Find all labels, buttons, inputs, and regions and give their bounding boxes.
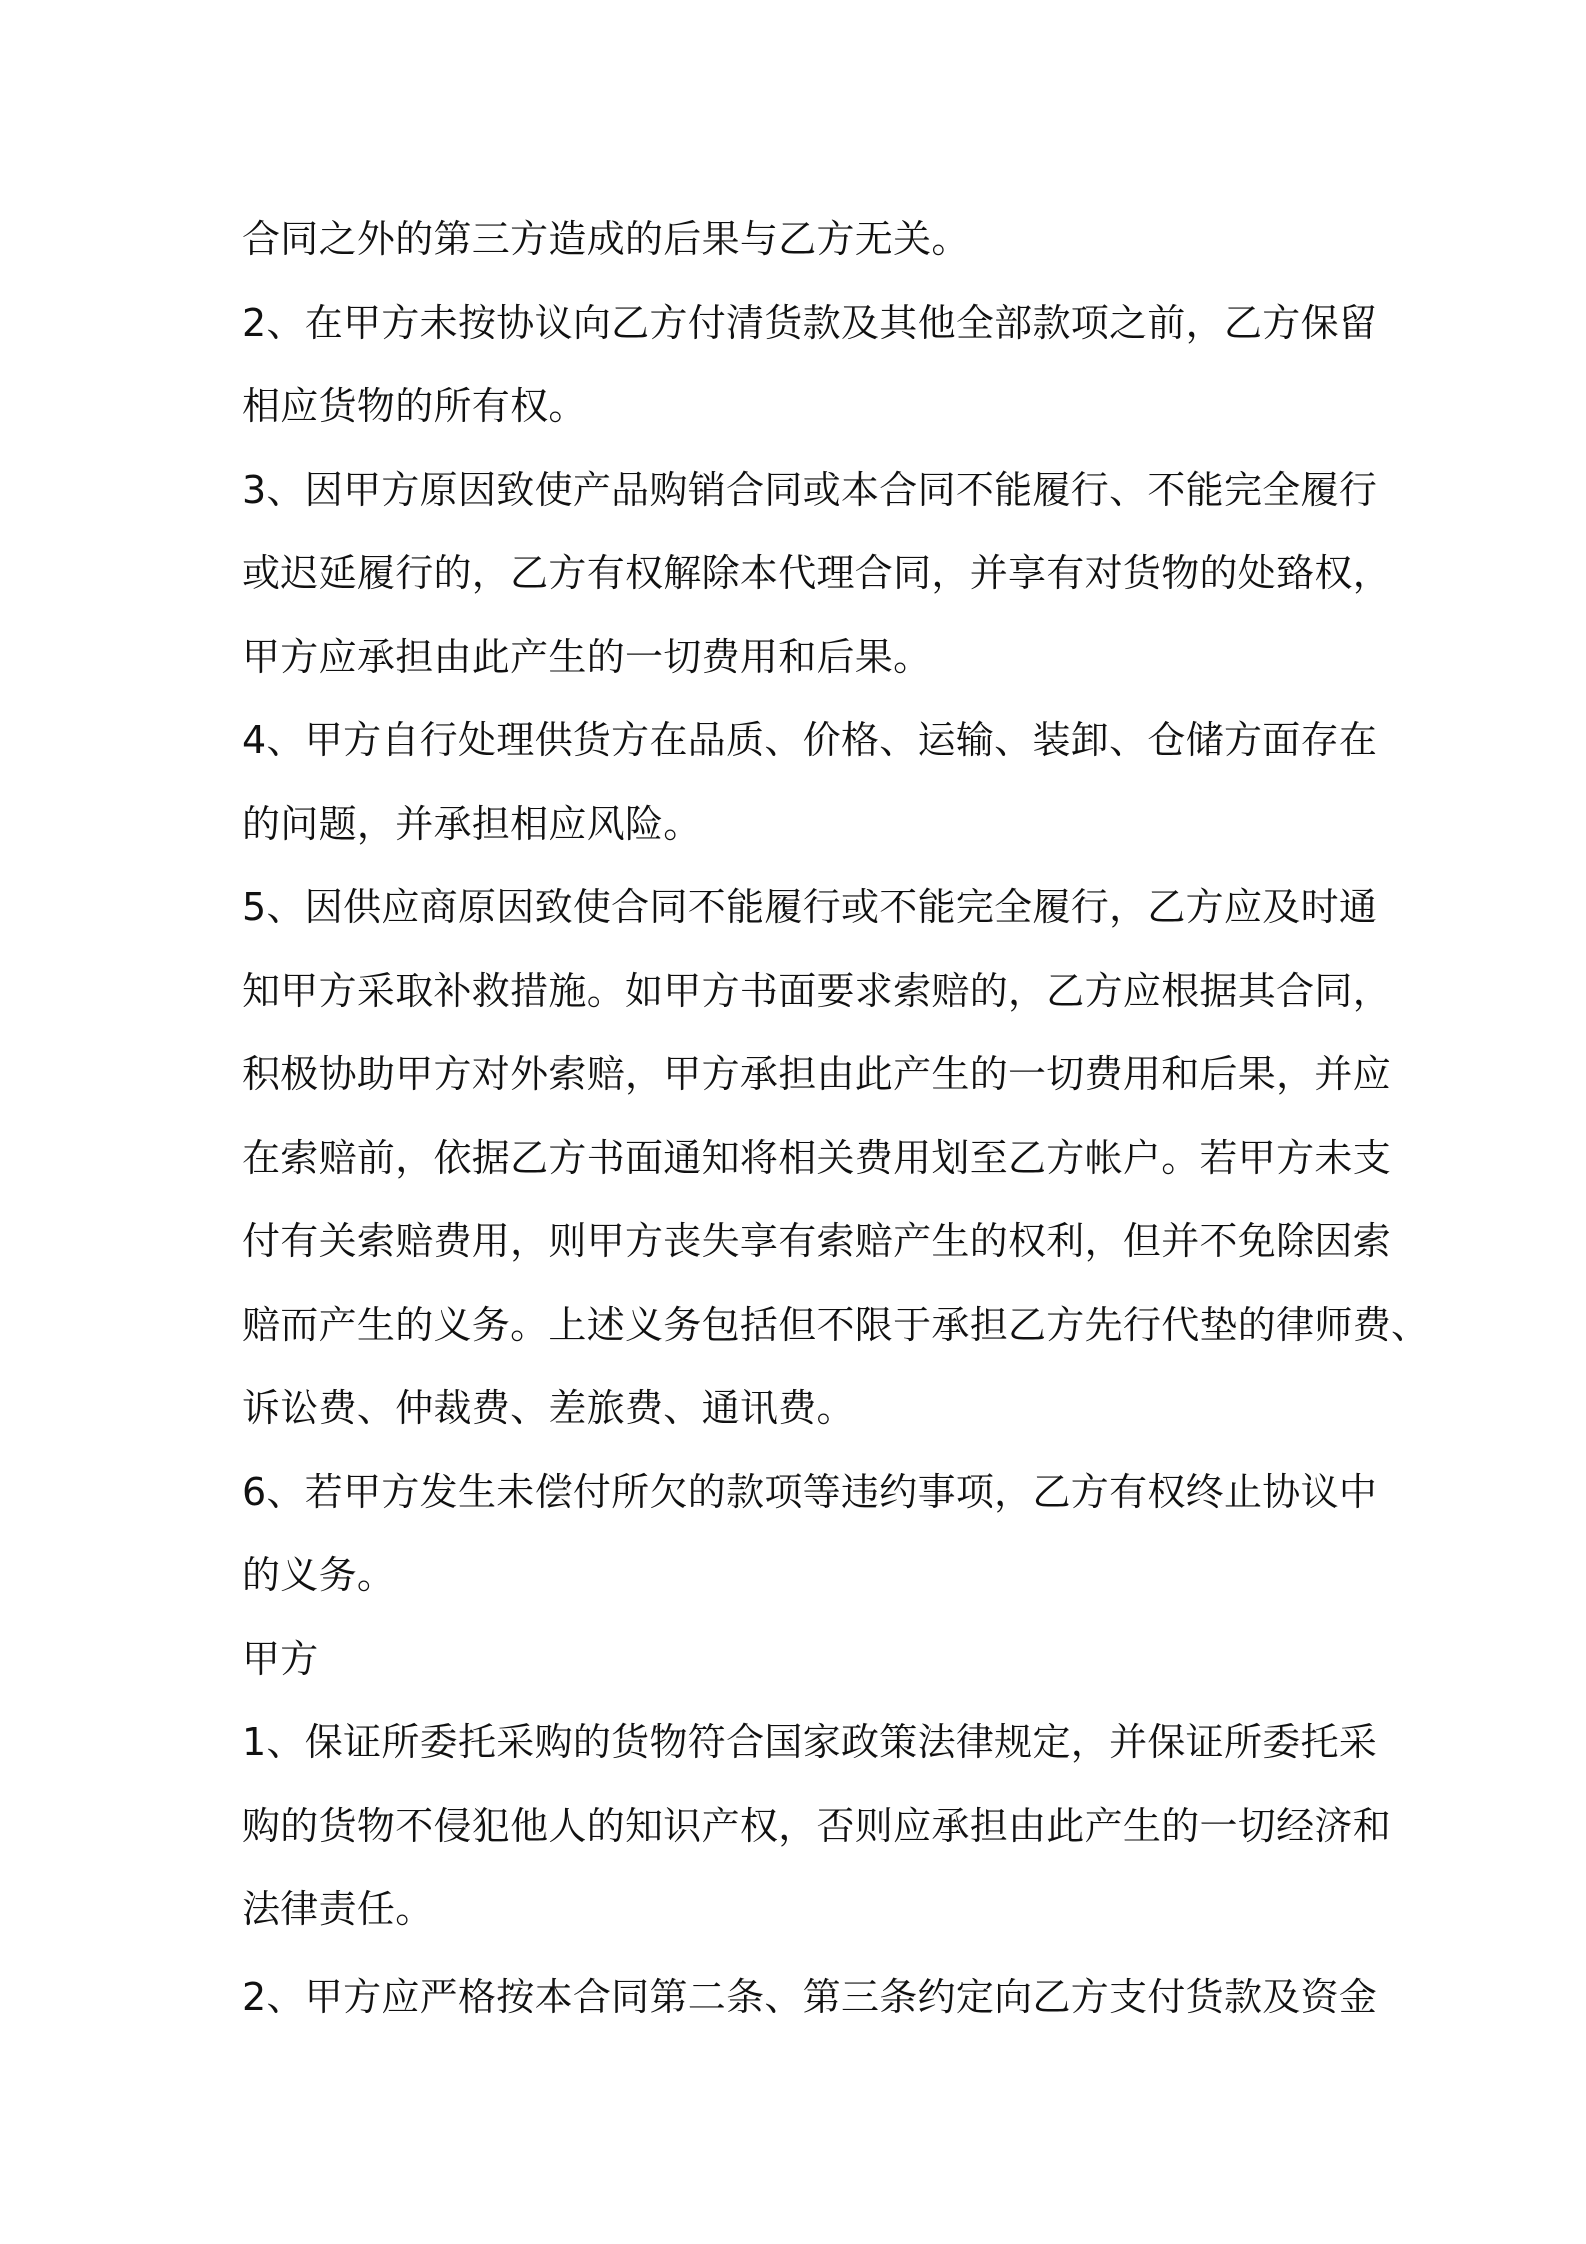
text-line: 付有关索赔费用，则甲方丧失享有索赔产生的权利，但并不免除因索	[242, 1219, 1392, 1263]
text-line: 4、甲方自行处理供货方在品质、价格、运输、装卸、仓储方面存在	[242, 718, 1378, 762]
text-line: 6、若甲方发生未偿付所欠的款项等违约事项，乙方有权终止协议中	[242, 1469, 1378, 1514]
text-line: 5、因供应商原因致使合同不能履行或不能完全履行，乙方应及时通	[242, 885, 1378, 929]
text-line: 2、在甲方未按协议向乙方付清货款及其他全部款项之前，乙方保留	[242, 300, 1378, 345]
text-line: 在索赔前，依据乙方书面通知将相关费用划至乙方帐户。若甲方未支	[242, 1135, 1392, 1180]
text-line: 积极协助甲方对外索赔，甲方承担由此产生的一切费用和后果，并应	[242, 1052, 1392, 1096]
text-line: 的问题，并承担相应风险。	[242, 801, 702, 846]
text-line: 甲方应承担由此产生的一切费用和后果。	[242, 634, 932, 679]
text-line: 1、保证所委托采购的货物符合国家政策法律规定，并保证所委托采	[242, 1720, 1378, 1764]
text-line: 法律责任。	[242, 1887, 434, 1931]
document-body	[242, 198, 1430, 2039]
text-line: 购的货物不侵犯他人的知识产权，否则应承担由此产生的一切经济和	[242, 1803, 1392, 1848]
text-line: 相应货物的所有权。	[242, 384, 587, 428]
section-heading: 甲方	[242, 1636, 319, 1681]
text-line: 的义务。	[242, 1553, 396, 1597]
text-line: 2、甲方应严格按本合同第二条、第三条约定向乙方支付货款及资金	[242, 1974, 1378, 2019]
text-line: 合同之外的第三方造成的后果与乙方无关。	[242, 217, 970, 261]
text-line: 诉讼费、仲裁费、差旅费、通讯费。	[242, 1386, 855, 1430]
text-line: 知甲方采取补救措施。如甲方书面要求索赔的，乙方应根据其合同，	[242, 968, 1392, 1013]
text-line: 赔而产生的义务。上述义务包括但不限于承担乙方先行代垫的律师费、	[242, 1302, 1430, 1347]
text-line: 3、因甲方原因致使产品购销合同或本合同不能履行、不能完全履行	[242, 467, 1378, 512]
text-line: 或迟延履行的，乙方有权解除本代理合同，并享有对货物的处臵权，	[242, 551, 1392, 595]
